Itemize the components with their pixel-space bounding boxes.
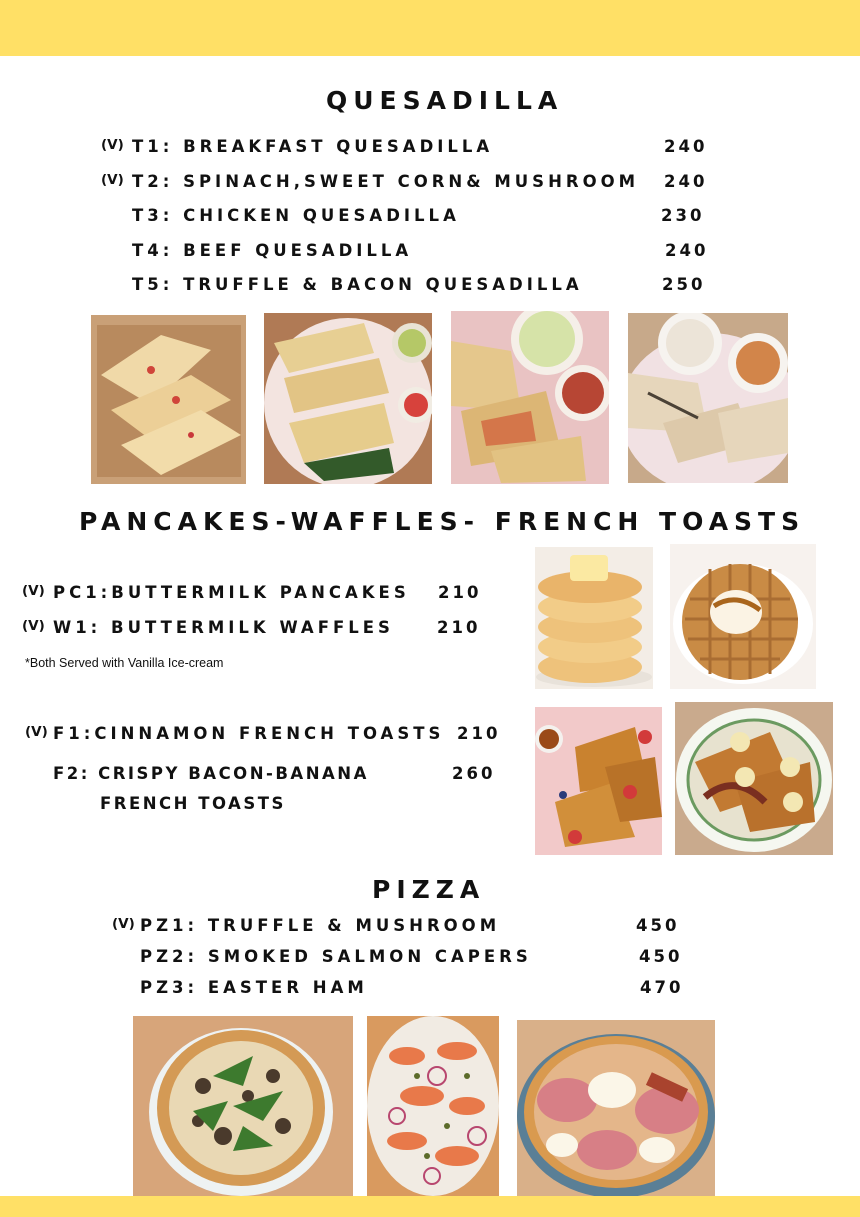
truffle-mushroom-pizza-photo (133, 1016, 353, 1196)
vegetarian-tag: (V) (101, 172, 124, 188)
vegetarian-tag: (V) (22, 583, 45, 599)
price-pc1: 210 (438, 583, 482, 602)
quesadilla-photo (628, 313, 788, 483)
bacon-banana-toast-photo (675, 702, 833, 855)
vegetarian-tag: (V) (22, 618, 45, 634)
quesadilla-photo (451, 311, 609, 484)
waffles-photo (670, 544, 816, 689)
price-t4: 240 (665, 241, 709, 260)
menu-item-f2: F2: CRISPY BACON-BANANA (53, 764, 369, 783)
top-yellow-band (0, 0, 860, 56)
price-pz2: 450 (639, 947, 683, 966)
menu-item-t1: T1: BREAKFAST QUESADILLA (132, 137, 494, 156)
price-t1: 240 (664, 137, 708, 156)
price-w1: 210 (437, 618, 481, 637)
menu-item-pz1: PZ1: TRUFFLE & MUSHROOM (140, 916, 501, 935)
menu-item-pz2: PZ2: SMOKED SALMON CAPERS (140, 947, 532, 966)
menu-item-w1: W1: BUTTERMILK WAFFLES (53, 618, 394, 637)
pancakes-photo (535, 547, 653, 689)
price-t2: 240 (664, 172, 708, 191)
menu-item-pz3: PZ3: EASTER HAM (140, 978, 368, 997)
quesadilla-photo (91, 315, 246, 484)
price-f1: 210 (457, 724, 501, 743)
quesadilla-photo (264, 313, 432, 484)
smoked-salmon-pizza-photo (367, 1016, 499, 1196)
menu-item-t5: T5: TRUFFLE & BACON QUESADILLA (132, 275, 583, 294)
vegetarian-tag: (V) (112, 916, 135, 932)
vegetarian-tag: (V) (101, 137, 124, 153)
menu-item-t4: T4: BEEF QUESADILLA (132, 241, 413, 260)
price-t3: 230 (661, 206, 705, 225)
menu-item-pc1: PC1:BUTTERMILK PANCAKES (53, 583, 410, 602)
price-pz3: 470 (640, 978, 684, 997)
ice-cream-note: *Both Served with Vanilla Ice-cream (25, 656, 224, 670)
menu-item-t3: T3: CHICKEN QUESADILLA (132, 206, 460, 225)
quesadilla-heading: QUESADILLA (326, 86, 564, 115)
vegetarian-tag: (V) (25, 724, 48, 740)
menu-item-f1: F1:CINNAMON FRENCH TOASTS (53, 724, 445, 743)
menu-item-f2-line2: FRENCH TOASTS (100, 794, 286, 813)
cinnamon-toast-photo (535, 707, 662, 855)
bottom-yellow-band (0, 1196, 860, 1217)
price-f2: 260 (452, 764, 496, 783)
easter-ham-pizza-photo (517, 1020, 715, 1196)
pizza-heading: PIZZA (372, 875, 486, 904)
price-pz1: 450 (636, 916, 680, 935)
menu-item-t2: T2: SPINACH,SWEET CORN& MUSHROOM (132, 172, 640, 191)
pancakes-heading: PANCAKES-WAFFLES- FRENCH TOASTS (79, 507, 806, 536)
price-t5: 250 (662, 275, 706, 294)
